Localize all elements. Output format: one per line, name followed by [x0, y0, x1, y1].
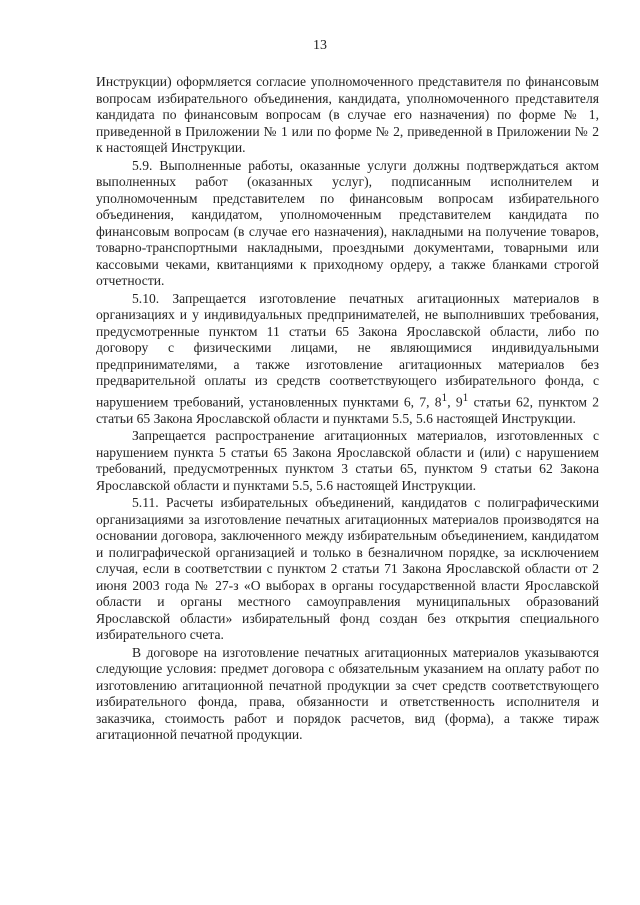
- paragraph-5-11-contract: В договоре на изготовление печатных агитационных материалов указываются следующие условия: предмет договора с обязательным указанием на оплату работ по изготовлению агитационной печатной продукции за счет средств соответствующего избирательного фонда, права, обязанности и ответственность исполнителя и заказчика, стоимость работ и порядок расчетов, вид (форма), а также тираж агитационной печатной продукции.: [96, 644, 599, 743]
- paragraph-5-10-text-c: статьи 62, пунктом 2 статьи 65 Закона Ярославской области и пунктами 5.5, 5.6 настоящей Инструкции.: [96, 394, 599, 426]
- page-number: 13: [313, 38, 327, 53]
- paragraph-5-10-text-b: , 9: [447, 394, 463, 410]
- paragraph-5-10-distribution: Запрещается распространение агитационных материалов, изготовленных с нарушением пункта 5 статьи 65 Закона Ярославской области и (или) с нарушением требований, предусмотренных пунктом 3 статьи 65, пунктом 9 статьи 62 Закона Ярославской области и пунктами 5.5, 5.6 настоящей Инструкции.: [96, 428, 599, 493]
- paragraph-5-11: 5.11. Расчеты избирательных объединений, кандидатов с полиграфическими организациями за изготовление печатных агитационных материалов производятся на основании договора, заключенного между избирательным объединением, кандидатом и полиграфической организацией и только в безналичном порядке, за исключением случая, если в соответствии с пунктом 2 статьи 71 Закона Ярославской области от 2 июня 2003 года № 27-з «О выборах в органы государственной власти Ярославской области и органы местного самоуправления муниципальных образований Ярославской области» избирательный фонд создан без открытия специального избирательного счета.: [96, 495, 599, 643]
- paragraph-continuation: Инструкции) оформляется согласие уполномоченного представителя по финансовым вопросам избирательного объединения, кандидата, уполномоченного представителя кандидата по финансовым вопросам (в случае его назначения) по форме № 1, приведенной в Приложении № 1 или по форме № 2, приведенной в Приложении № 2 к настоящей Инструкции.: [96, 74, 599, 155]
- superscript: 1: [462, 391, 469, 404]
- paragraph-5-10-text-a: 5.10. Запрещается изготовление печатных агитационных материалов в организациях и у индивидуальных предпринимателей, не выполнивших требования, предусмотренные пунктом 11 статьи 65 Закона Ярославской области, либо по договору с физическими лицами, не являющимися индивидуальными предпринимателями, а также изготовление агитационных материалов без предварительной оплаты из средств соответствующего избирательного фонда, с нарушением требований, установленных пунктами 6, 7, 8: [96, 290, 599, 410]
- superscript: 1: [441, 391, 448, 404]
- paragraph-5-10: [96, 291, 599, 428]
- document-body: [96, 74, 599, 744]
- paragraph-5-9: 5.9. Выполненные работы, оказанные услуги должны подтверждаться актом выполненных работ (оказанных услуг), подписанным исполнителем и уполномоченным представителем по финансовым вопросам избирательного объединения, кандидатом, уполномоченным представителем кандидата по финансовым вопросам (в случае его назначения), накладными на получение товаров, товарно-транспортными накладными, проездными документами, товарными или кассовыми чеками, квитанциями к приходному ордеру, а также бланками строгой отчетности.: [96, 157, 599, 288]
